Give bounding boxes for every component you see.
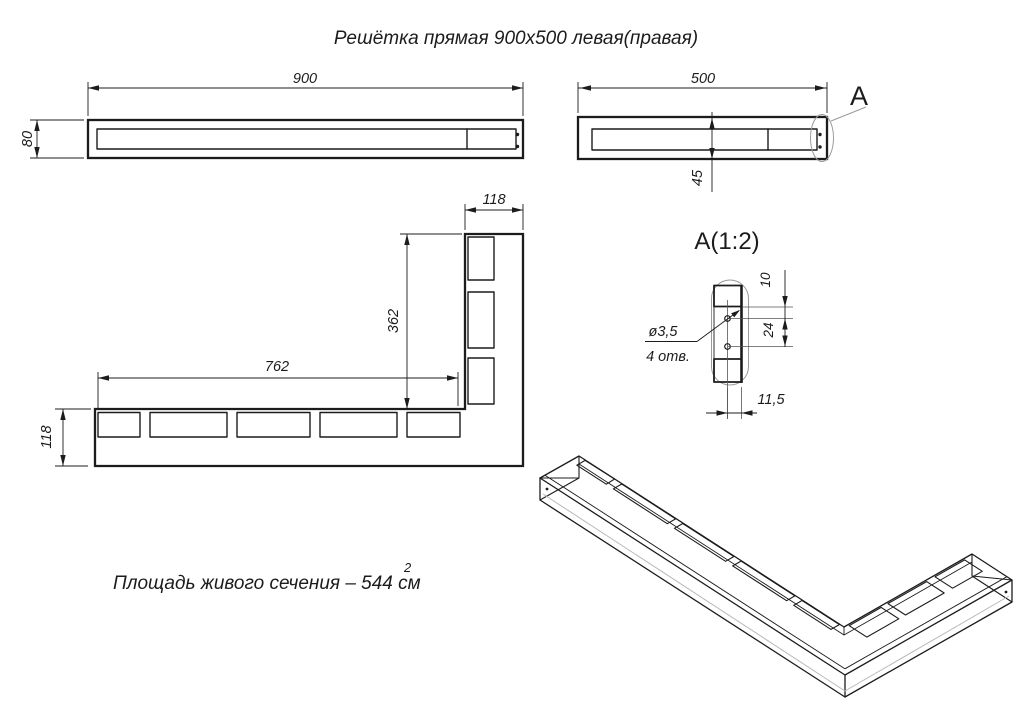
- vent-slot: [468, 237, 494, 280]
- detail-callout-label: А: [849, 81, 869, 111]
- dim-side-length: 500: [690, 71, 716, 87]
- vent-slot-3d: [674, 524, 734, 562]
- free-section-note: Площадь живого сечения – 544 см: [113, 573, 421, 594]
- dim-front-height: 80: [20, 130, 36, 148]
- vent-slot: [468, 358, 494, 404]
- mount-hole: [516, 145, 519, 148]
- vent-slot: [98, 413, 140, 438]
- plan-view: [39, 192, 523, 466]
- detail-callout-circle: [811, 115, 834, 162]
- dim-hole-edge-offset: 10: [758, 272, 773, 288]
- dim-plan-inner-width: 762: [264, 359, 290, 375]
- dim-hole-spacing: 24: [761, 322, 776, 338]
- label-hole-count: 4 отв.: [646, 349, 690, 365]
- side-view: [578, 71, 868, 192]
- detail-boundary: [712, 280, 749, 385]
- vent-slot-3d: [613, 484, 675, 524]
- mount-hole: [818, 133, 821, 136]
- front-view: [20, 71, 523, 158]
- vent-slot-3d: [935, 560, 982, 588]
- drawing-title: Решётка прямая 900х500 левая(правая): [333, 28, 699, 49]
- vent-slot-3d: [577, 460, 615, 484]
- note: [113, 560, 421, 594]
- detail-title: А(1:2): [694, 228, 760, 255]
- dim-side-depth: 45: [690, 169, 706, 187]
- vent-slot: [468, 292, 494, 348]
- label-hole-diameter: ø3,5: [648, 324, 678, 340]
- detail-view-a: [645, 228, 793, 419]
- mount-hole: [818, 145, 821, 148]
- vent-slot: [407, 413, 460, 438]
- dim-plan-flange-left: 118: [39, 425, 55, 449]
- mount-hole-3d: [546, 488, 549, 491]
- dim-plan-inner-height: 362: [386, 308, 402, 334]
- dim-edge-distance: 11,5: [757, 392, 785, 408]
- dim-front-width: 900: [292, 71, 318, 87]
- vent-slot-3d: [733, 561, 795, 601]
- vent-slot: [150, 413, 227, 438]
- vent-slot: [320, 413, 397, 438]
- mount-hole: [516, 133, 519, 136]
- vent-slot-3d: [794, 601, 840, 630]
- dim-plan-flange-top: 118: [482, 192, 506, 208]
- isometric-view: [540, 456, 1012, 697]
- vent-slot: [237, 413, 310, 438]
- free-section-note-sup: 2: [404, 560, 412, 575]
- vent-slot-3d: [849, 607, 899, 637]
- mount-hole-3d: [1005, 591, 1008, 594]
